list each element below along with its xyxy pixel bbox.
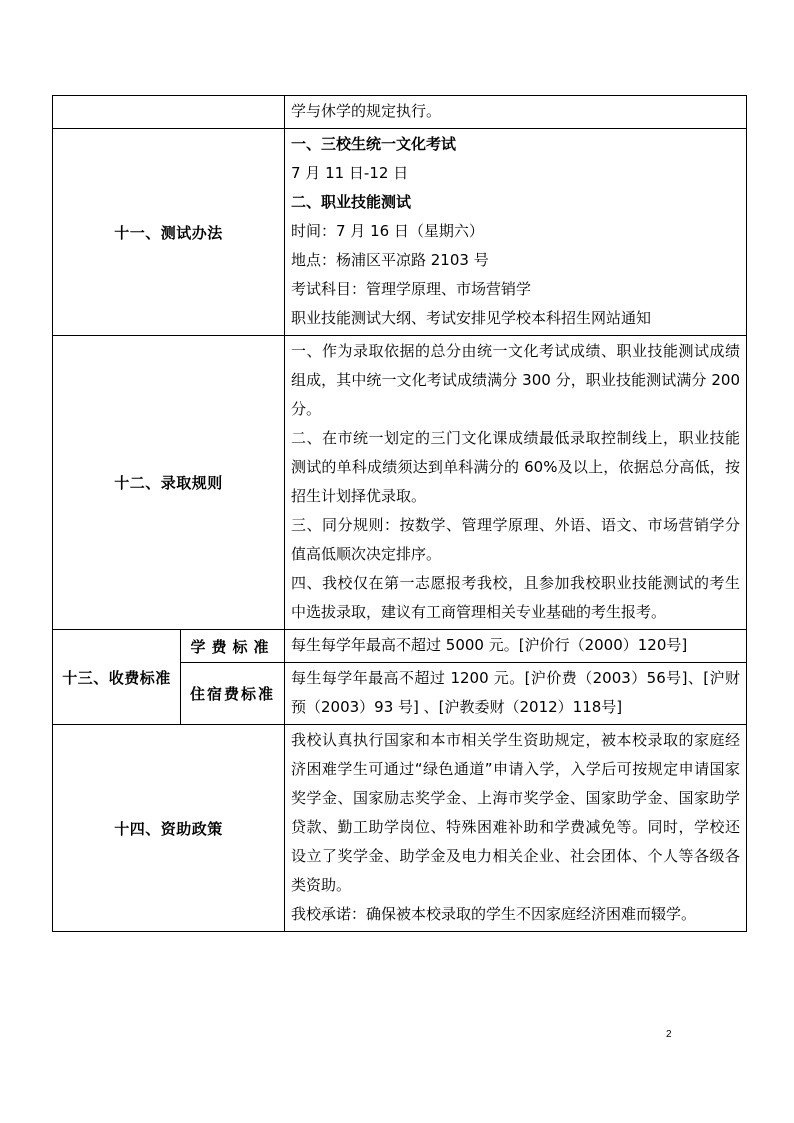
admission-rule-3: 三、同分规则：按数学、管理学原理、外语、语文、市场营销学分值高低顺次决定排序。 — [291, 516, 740, 563]
aid-promise-paragraph: 我校承诺：确保被本校录取的学生不因家庭经济困难而辍学。 — [291, 905, 697, 923]
dorm-fee-text: 每生每学年最高不超过 1200 元。[沪价费（2003）56号]、[沪财预（2003）93 号] 、[沪教委财（2012）118号] — [291, 669, 740, 716]
exam-notice: 职业技能测试大纲、考试安排见学校本科招生网站通知 — [291, 309, 652, 327]
section-14-label: 十四、资助政策 — [53, 725, 285, 932]
top-row-text: 学与休学的规定执行。 — [291, 102, 442, 120]
page-number: 2 — [666, 1029, 672, 1040]
admissions-table — [52, 95, 747, 932]
dorm-fee-content — [285, 663, 747, 725]
admission-rule-1: 一、作为录取依据的总分由统一文化考试成绩、职业技能测试成绩组成，其中统一文化考试成绩满分 300 分，职业技能测试满分 200 分。 — [291, 342, 740, 418]
exam-subjects: 考试科目：管理学原理、市场营销学 — [291, 280, 532, 298]
tuition-content — [285, 630, 747, 663]
empty-label-cell — [53, 96, 285, 129]
exam-date-1: 7 月 11 日-12 日 — [291, 164, 409, 182]
exam-time: 时间：7 月 16 日（星期六） — [291, 222, 484, 240]
section-11-content — [285, 129, 747, 336]
tuition-label: 学费标准 — [181, 630, 285, 663]
tuition-text: 每生每学年最高不超过 5000 元。[沪价行（2000）120号] — [291, 636, 688, 654]
exam-heading-2: 二、职业技能测试 — [291, 193, 412, 211]
admission-rule-4: 四、我校仅在第一志愿报考我校，且参加我校职业技能测试的考生中选拔录取，建议有工商管理相关专业基础的考生报考。 — [291, 574, 740, 621]
section-12-content — [285, 336, 747, 630]
table-row-section-13-tuition — [53, 630, 747, 663]
exam-heading-1: 一、三校生统一文化考试 — [291, 135, 457, 153]
table-row-top — [53, 96, 747, 129]
table-row-section-11 — [53, 129, 747, 336]
table-row-section-12 — [53, 336, 747, 630]
section-13-label: 十三、收费标准 — [53, 630, 181, 725]
top-row-cell — [285, 96, 747, 129]
table-row-section-14 — [53, 725, 747, 932]
section-14-content — [285, 725, 747, 932]
section-12-label: 十二、录取规则 — [53, 336, 285, 630]
dorm-fee-label: 住宿费标准 — [181, 663, 285, 725]
exam-place: 地点：杨浦区平凉路 2103 号 — [291, 251, 489, 269]
admission-rule-2: 二、在市统一划定的三门文化课成绩最低录取控制线上，职业技能测试的单科成绩须达到单科满分的 60%及以上，依据总分高低，按招生计划择优录取。 — [291, 429, 740, 505]
section-11-label: 十一、测试办法 — [53, 129, 285, 336]
aid-policy-paragraph: 我校认真执行国家和本市相关学生资助规定，被本校录取的家庭经济困难学生可通过“绿色通道”申请入学，入学后可按规定申请国家奖学金、国家励志奖学金、上海市奖学金、国家助学金、国家助学贷款、勤工助学岗位、特殊困难补助和学费减免等。同时，学校还设立了奖学金、助学金及电力相关企业、社会团体、个人等各级各类资助。 — [291, 731, 740, 894]
